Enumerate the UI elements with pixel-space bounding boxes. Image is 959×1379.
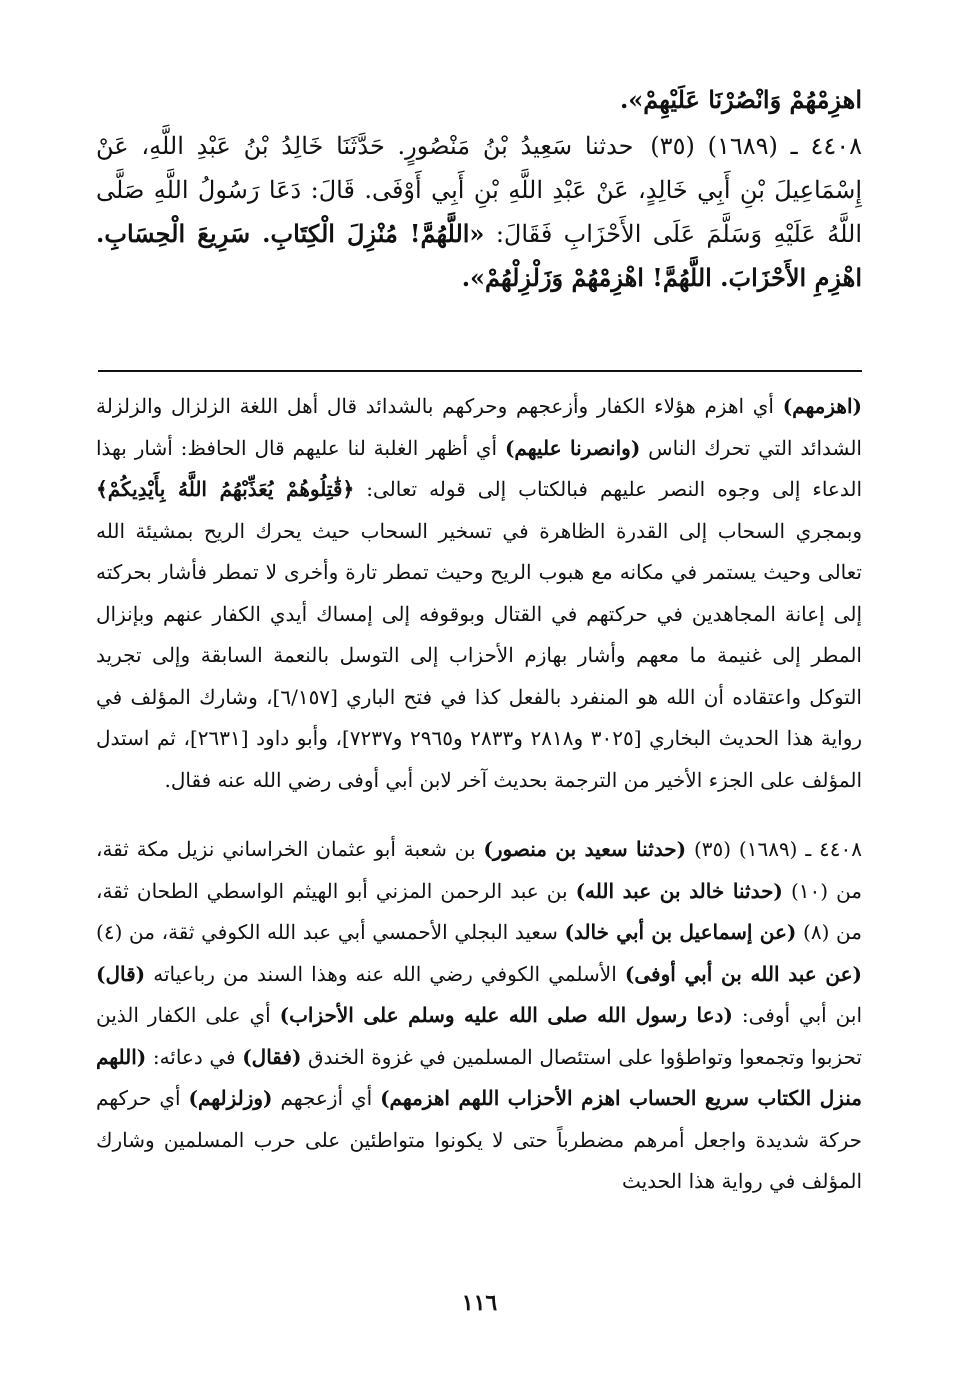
commentary-text: بن عبد الرحمن المزني أبو الهيثم الواسطي الطحان ثقة، من (٨) [96, 878, 862, 944]
hadith-body [96, 124, 862, 300]
commentary-term: (قال) [96, 961, 146, 986]
section-divider [98, 370, 862, 372]
hadith-isnad: حدثنا سَعِيدُ بْنُ مَنْصُورٍ. حَدَّثَنَا خَالِدُ بْنُ عَبْدِ اللَّهِ، عَنْ إِسْمَاعِيلَ بْنِ أَبِي خَالِدٍ، عَنْ عَبْدِ اللَّهِ بْنِ أَبِي أَوْفَى. قَالَ: دَعَا رَسُولُ اللَّهِ صَلَّى اللَّهُ عَلَيْهِ وَسَلَّمَ عَلَى الأَحْزَابِ فَقَالَ: [96, 132, 862, 248]
commentary-text: أي أظهر الغلبة لنا عليهم قال الحافظ: أشار بهذا الدعاء إلى وجوه النصر عليهم فبالكتاب إلى قوله تعالى: [96, 435, 862, 501]
commentary-term: (وانصرنا عليهم) [504, 435, 641, 460]
commentary-text: ٤٤٠٨ ـ (١٦٨٩) (٣٥) [686, 837, 863, 861]
commentary-text: أي حركهم حركة شديدة واجعل أمرهم مضطرباً حتى لا يكونوا متواطئين على حرب المسلمين وشارك المؤلف في رواية هذا الحديث [96, 1086, 862, 1193]
commentary-text: سعيد البجلي الأحمسي أبي عبد الله الكوفي ثقة، من (٤) [96, 920, 565, 944]
commentary-text: أي على الكفار الذين تحزبوا وتجمعوا وتواطؤوا على استئصال المسلمين في غزوة الخندق [96, 1003, 862, 1069]
commentary-term: (عن إسماعيل بن أبي خالد) [564, 920, 797, 944]
hadith-number: ٤٤٠٨ ـ (١٦٨٩) (٣٥) [650, 132, 863, 160]
commentary-text: وبمجري السحاب إلى القدرة الظاهرة في تسخير السحاب حيث يحرك الريح بمشيئة الله تعالى وحيث يستمر في مكانه مع هبوب الريح وحيث تمطر تارة وأخرى لا تمطر فأشار بحركته إلى إعانة المجاهدين في حركتهم في القتال وبوقوفه إلى إمساك أيدي الكفار عنهم وبإنزال المطر إلى غنيمة ما معهم وأشار بهازم الأحزاب إلى التوسل بالنعمة السابقة وإلى تجريد التوكل واعتقاده أن الله هو المنفرد بالفعل كذا في فتح الباري [٦/١٥٧]، وشارك المؤلف في رواية هذا الحديث البخاري [٣٠٢٥ و٢٨١٨ و٢٨٣٣ و٢٩٦٥ و٧٢٣٧]، وأبو داود [٢٦٣١]، ثم استدل المؤلف على الجزء الأخير من الترجمة بحديث آخر لابن أبي أوفى رضي الله عنه فقال. [96, 518, 863, 792]
commentary-text: أي أزعجهم [272, 1086, 381, 1110]
page-number: ١١٦ [461, 1290, 498, 1316]
quran-verse: ﴿قَٰتِلُوهُمْ يُعَذِّبْهُمُ اللَّهُ بِأَيْدِيكُمْ﴾ [96, 477, 355, 501]
commentary-term: (اللهم منزل الكتاب سريع الحساب اهزم الأحزاب اللهم اهزمهم) [96, 1044, 863, 1110]
commentary-term: (دعا رسول الله صلى الله عليه وسلم على الأحزاب) [279, 1003, 733, 1027]
hadith-main-text [96, 78, 862, 300]
commentary-paragraph-2 [96, 829, 862, 1203]
commentary-text: أي اهزم هؤلاء الكفار وأزعجهم وحركهم بالشدائد قال أهل اللغة الزلزال والزلزلة الشدائد التي تحرك الناس [96, 394, 862, 460]
commentary-term: (فقال) [242, 1044, 302, 1069]
commentary-term: (حدثنا سعيد بن منصور) [483, 837, 687, 861]
commentary-term: (عن عبد الله بن أبي أوفى) [624, 961, 863, 986]
commentary-term: (حدثنا خالد بن عبد الله) [575, 878, 783, 903]
commentary-term: (وزلزلهم) [188, 1086, 273, 1110]
opening-line: اهزِمْهُمْ وَانْصُرْنَا عَلَيْهِمْ». [619, 85, 862, 114]
commentary-paragraph-1 [96, 386, 862, 801]
commentary-text: في دعائه: [146, 1044, 243, 1069]
commentary-section [96, 386, 862, 1203]
commentary-text: بن شعبة أبو عثمان الخراساني نزيل مكة ثقة، من (١٠) [96, 837, 863, 903]
commentary-text: الأسلمي الكوفي رضي الله عنه وهذا السند من رباعياته [145, 961, 625, 986]
commentary-term: (اهزمهم) [782, 394, 862, 418]
commentary-text: ابن أبي أوفى: [732, 1003, 862, 1027]
hadith-matn: «اللَّهُمَّ! مُنْزِلَ الْكِتَابِ. سَرِيعَ الْحِسَابِ. اهْزِمِ الأَحْزَابَ. اللَّهُمَّ! اهْزِمْهُمْ وَزَلْزِلْهُمْ». [96, 219, 862, 292]
